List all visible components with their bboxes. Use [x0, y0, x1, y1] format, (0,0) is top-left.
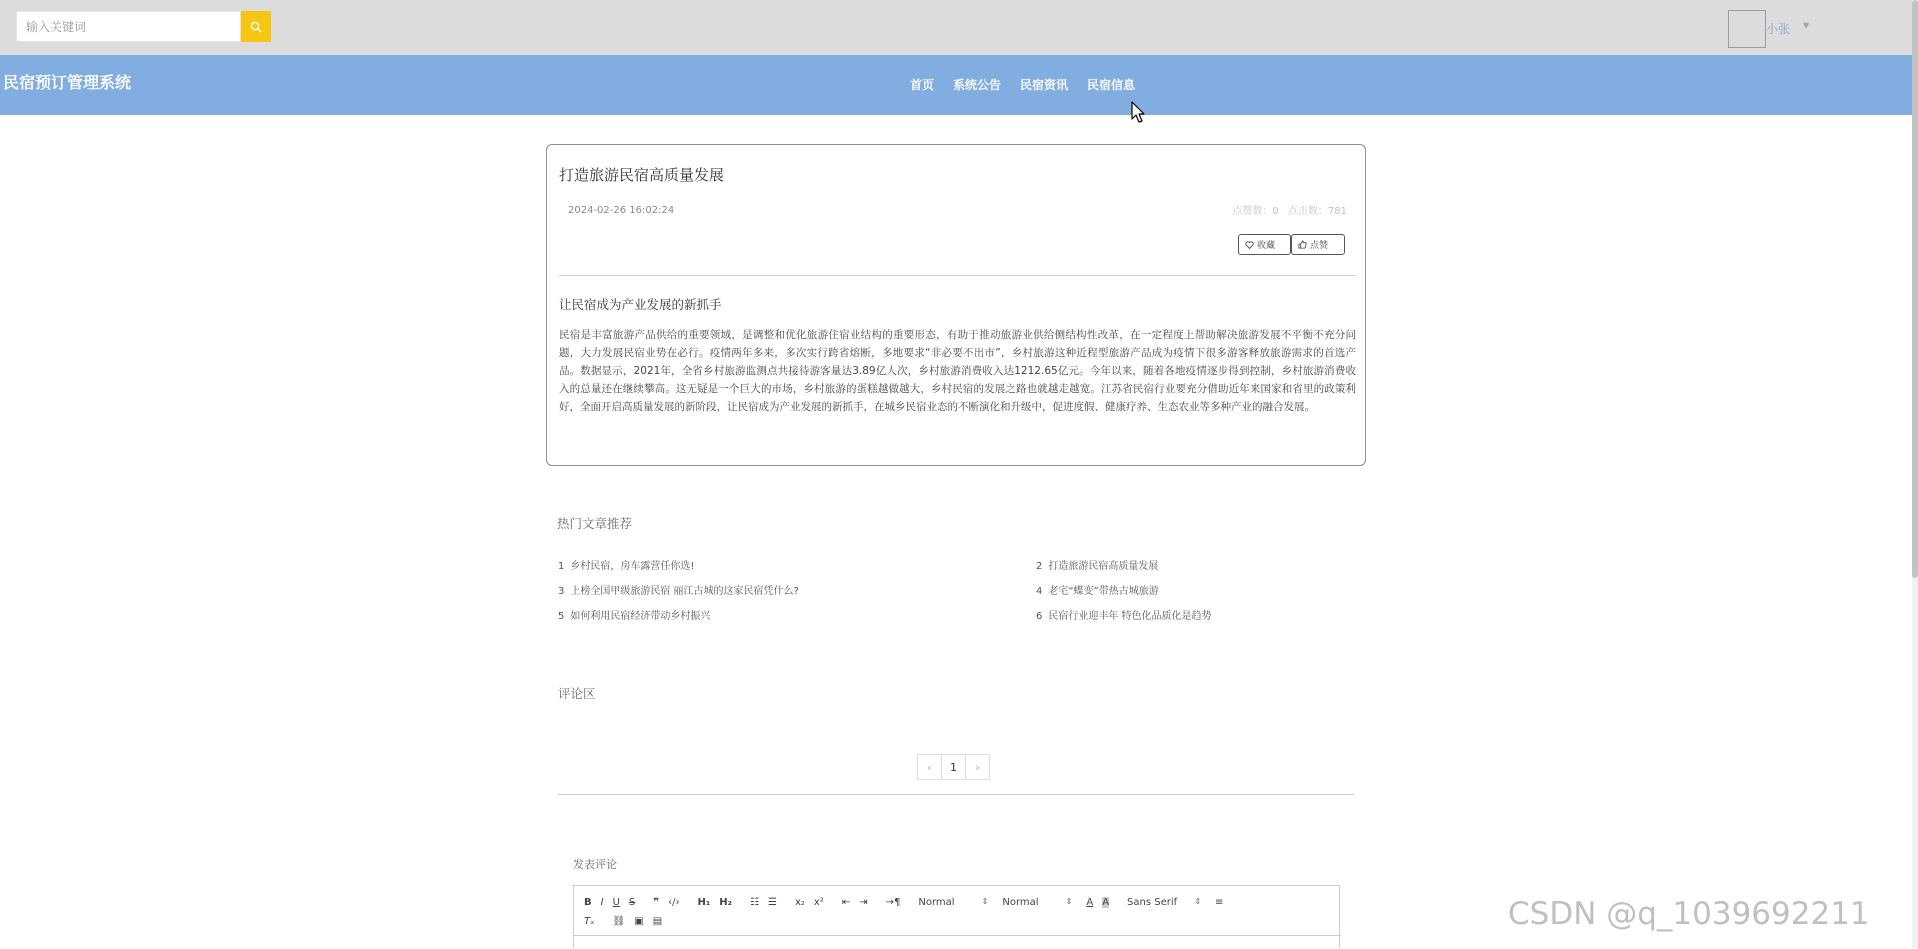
search-icon [250, 21, 262, 33]
hot-article-number: 4 [1036, 586, 1043, 597]
text-direction-icon[interactable]: →¶ [885, 896, 901, 908]
nav-item-news[interactable]: 民宿资讯 [1020, 78, 1069, 92]
size-picker[interactable] [1002, 897, 1086, 908]
scrollbar-thumb[interactable] [1912, 0, 1918, 578]
font-picker[interactable] [1127, 897, 1215, 908]
nav-bar [0, 55, 1912, 115]
search-input[interactable] [16, 11, 241, 42]
article-title: 打造旅游民宿高质量发展 [559, 166, 725, 184]
post-comment-title: 发表评论 [573, 858, 617, 871]
nav-item-homestay-info[interactable]: 民宿信息 [1087, 78, 1136, 92]
hot-article-item[interactable] [558, 558, 1036, 575]
chevron-down-icon[interactable]: ▼ [1803, 21, 1810, 30]
size-picker-value: Normal [1002, 896, 1039, 908]
nav-item-home[interactable]: 首页 [910, 78, 935, 92]
click-count: 点击数：781 [1287, 206, 1347, 217]
picker-arrow-icon: ⇕ [1065, 896, 1073, 906]
header-picker-value: Normal [918, 896, 955, 908]
hot-article-item[interactable] [558, 608, 1036, 625]
ordered-list-icon[interactable]: ☷ [750, 896, 759, 908]
comment-editor [573, 885, 1340, 948]
background-color-icon[interactable]: A [1102, 896, 1110, 908]
favorite-button[interactable] [1238, 234, 1291, 255]
picker-arrow-icon: ⇕ [1194, 896, 1202, 906]
favorite-button-label: 收藏 [1257, 241, 1276, 251]
watermark: CSDN @q_1039692211 [1508, 896, 1870, 932]
hot-article-label: 打造旅游民宿高质量发展 [1048, 561, 1159, 572]
mouse-cursor-icon [1131, 101, 1147, 125]
search-button[interactable] [241, 11, 271, 42]
main-nav [910, 76, 1135, 93]
prev-page-button[interactable]: ‹ [917, 754, 942, 780]
hot-article-number: 6 [1036, 611, 1043, 622]
pagination [918, 754, 990, 780]
search-box [16, 11, 271, 42]
header-picker[interactable] [918, 897, 1002, 908]
top-bar [0, 0, 1918, 55]
hot-article-number: 1 [558, 561, 565, 572]
comments-title: 评论区 [558, 686, 596, 701]
thumbs-up-icon [1298, 240, 1307, 249]
hot-article-item[interactable] [1036, 558, 1358, 575]
article-actions [1238, 234, 1345, 255]
comment-editor-body[interactable] [574, 935, 1341, 949]
hot-articles-list [558, 558, 1358, 625]
code-icon[interactable]: ‹/› [668, 896, 680, 908]
divider [558, 794, 1354, 795]
link-icon[interactable]: ⛓ [612, 915, 626, 927]
bullet-list-icon[interactable]: ☰ [767, 896, 777, 908]
italic-icon[interactable]: I [600, 896, 604, 908]
image-icon[interactable]: ▣ [634, 915, 644, 927]
avatar[interactable] [1728, 10, 1766, 48]
like-count: 点赞数：0 [1232, 206, 1279, 217]
heading-1-icon[interactable]: H₁ [697, 896, 711, 908]
video-icon[interactable]: ▤ [652, 915, 663, 927]
article-card [546, 144, 1366, 466]
superscript-icon[interactable]: x² [813, 896, 824, 908]
hot-article-label: 老宅“蝶变”带热古城旅游 [1048, 586, 1159, 597]
user-name-link[interactable]: 小张 [1766, 22, 1791, 36]
heart-icon [1245, 241, 1254, 249]
hot-article-number: 2 [1036, 561, 1043, 572]
hot-article-label: 乡村民宿，房车露营任你选! [570, 561, 695, 572]
clear-format-icon[interactable]: Tₓ [584, 915, 595, 927]
blockquote-icon[interactable]: ❞ [653, 896, 660, 908]
page-number-button[interactable]: 1 [941, 754, 966, 780]
site-title: 民宿预订管理系统 [3, 73, 132, 92]
hot-article-item[interactable] [1036, 583, 1358, 600]
article-subtitle: 让民宿成为产业发展的新抓手 [559, 297, 722, 312]
hot-article-label: 民宿行业迎丰年 特色化品质化是趋势 [1048, 611, 1212, 622]
bold-icon[interactable]: B [584, 896, 592, 908]
nav-item-announcements[interactable]: 系统公告 [953, 78, 1002, 92]
underline-icon[interactable]: U [612, 896, 620, 908]
text-color-icon[interactable]: A [1086, 896, 1094, 908]
subscript-icon[interactable]: x₂ [794, 896, 805, 908]
editor-toolbar-row [584, 894, 1232, 910]
like-button-label: 点赞 [1310, 241, 1329, 251]
article-date: 2024-02-26 16:02:24 [568, 205, 675, 216]
indent-icon[interactable]: ⇥ [859, 896, 868, 908]
article-stats [1226, 202, 1347, 217]
hot-article-label: 上榜全国甲级旅游民宿 丽江古城的这家民宿凭什么? [570, 586, 799, 597]
strikethrough-icon[interactable]: S [628, 896, 636, 908]
heading-2-icon[interactable]: H₂ [719, 896, 733, 908]
hot-article-item[interactable] [558, 583, 1036, 600]
picker-arrow-icon: ⇕ [981, 896, 989, 906]
hot-articles-title: 热门文章推荐 [557, 516, 633, 531]
outdent-icon[interactable]: ⇤ [841, 896, 851, 908]
divider [559, 275, 1356, 276]
align-icon[interactable]: ≡ [1215, 896, 1224, 908]
article-body: 民宿是丰富旅游产品供给的重要领域，是调整和优化旅游住宿业结构的重要形态，有助于推动旅游业供给侧结构性改革，在一定程度上帮助解决旅游发展不平衡不充分问题，大力发展民宿业势在必行。疫情两年多来，多次实行跨省熔断，多地要求“非必要不出市”，乡村旅游这种近程型旅游产品成为疫情下很多游客释放旅游需求的首选产品。数据显示，2021年，全省乡村旅游监测点共接待游客量达3.89亿人次，乡村旅游消费收入达1212.65亿元。今年以来，随着各地疫情逐步得到控制，乡村旅游消费收入的总量还在继续攀高。这无疑是一个巨大的市场，乡村旅游的蛋糕越做越大，乡村民宿的发展之路也就越走越宽。江苏省民宿行业要充分借助近年来国家和省里的政策利好，全面开启高质量发展的新阶段，让民宿成为产业发展的新抓手，在城乡民宿业态的不断演化和升级中，促进度假、健康疗养、生态农业等多种产业的融合发展。 [559, 329, 1356, 413]
next-page-button[interactable]: › [965, 754, 990, 780]
hot-article-number: 3 [558, 586, 565, 597]
hot-article-label: 如何利用民宿经济带动乡村振兴 [570, 611, 711, 622]
hot-article-number: 5 [558, 611, 565, 622]
editor-toolbar-row [584, 913, 671, 929]
font-picker-value: Sans Serif [1127, 896, 1178, 908]
like-button[interactable] [1291, 234, 1345, 255]
hot-article-item[interactable] [1036, 608, 1358, 625]
